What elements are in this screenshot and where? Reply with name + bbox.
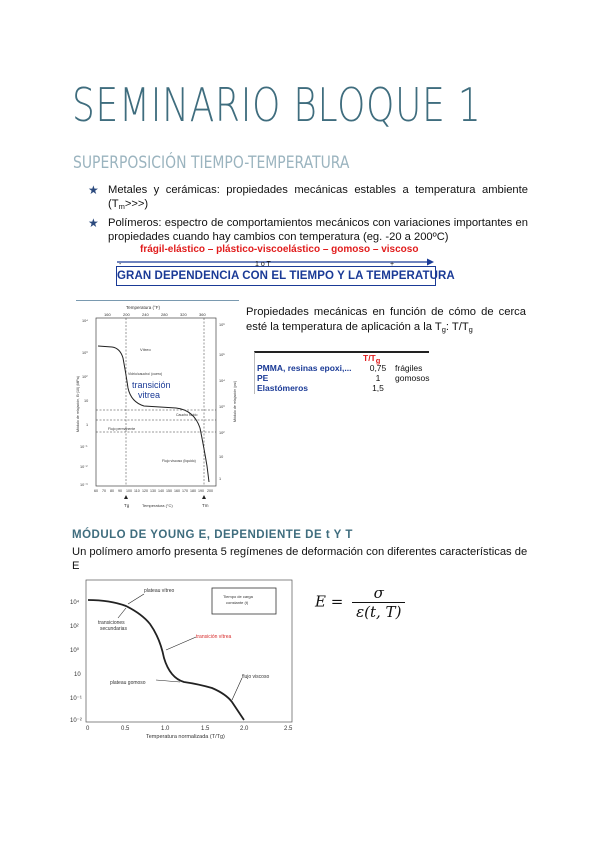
- label-transicion-line2: vitrea: [138, 390, 161, 400]
- left-tick: 10: [84, 399, 89, 403]
- label-gomoso: Flujo permanente: [108, 427, 136, 431]
- cell-material: PE: [257, 373, 269, 383]
- formula-fraction: [352, 584, 405, 621]
- young-modulus-chart: [66, 578, 302, 740]
- plot-frame: [96, 318, 216, 486]
- top-tick: 280: [161, 312, 168, 317]
- arrow-label-left: -: [119, 261, 122, 267]
- right-tick: 10⁵: [219, 353, 225, 357]
- tm-label: Tm: [202, 503, 209, 508]
- left-tick: 10⁻²: [80, 465, 88, 469]
- subscript: g: [468, 324, 473, 334]
- label-caucho: Caucho fluido: [176, 413, 198, 417]
- bottom-tick: 70: [102, 489, 106, 493]
- y-tick: 10²: [70, 624, 79, 630]
- label-transiciones-line2: secundarias: [100, 626, 127, 632]
- right-axis-title: Módulo de relajación (psi): [233, 380, 237, 422]
- label-flujo: Flujo viscoso (líquido): [162, 459, 196, 463]
- label-plateau-gomoso: plateau gomoso: [110, 680, 146, 686]
- x-axis-title: Temperatura normalizada (T/Tg): [146, 734, 225, 740]
- bullet-list: [88, 183, 528, 246]
- cell-behavior: gomosos: [395, 373, 430, 383]
- x-tick: 0: [86, 726, 90, 732]
- bottom-tick: 180: [190, 489, 196, 493]
- section-subtitle: SUPERPOSICIÓN TIEMPO-TEMPERATURA: [73, 153, 350, 173]
- pointer-line: [166, 637, 196, 650]
- right-tick: 10: [219, 455, 224, 459]
- y-tick: 10⁰: [70, 648, 80, 654]
- bullet-text-end: >>>): [124, 198, 149, 210]
- label-vitreo: Vítreo: [140, 347, 151, 352]
- formula-lhs: E: [315, 592, 326, 611]
- modulus-curve: [88, 600, 244, 720]
- section-text: Un polímero amorfo presenta 5 regímenes de deformación con diferentes características de E: [72, 546, 528, 572]
- arrow-label-mid: 1 o T: [255, 261, 271, 267]
- left-tick: 1: [86, 423, 89, 427]
- pointer-line: [118, 608, 126, 618]
- legend-text-1: Tiempo de carga: [223, 594, 253, 599]
- subscript: m: [118, 202, 125, 211]
- bullet-item: [88, 216, 528, 244]
- top-tick: 160: [104, 312, 111, 317]
- bottom-tick: 120: [142, 489, 148, 493]
- left-axis-title: Módulo de relajación, Er(10) (MPa): [76, 376, 80, 432]
- pointer-line: [232, 678, 242, 700]
- bottom-axis-title: Temperatura (°C): [142, 503, 173, 508]
- bottom-tick: 150: [166, 489, 172, 493]
- formula-denominator: ε(t, T): [356, 603, 402, 621]
- section-heading: MÓDULO DE YOUNG E, DEPENDIENTE DE t Y T: [72, 529, 353, 541]
- legend-text-2: constante (t): [226, 600, 249, 605]
- left-tick: 10²: [82, 375, 88, 379]
- bottom-tick: 80: [110, 489, 114, 493]
- behaviour-sequence: frágil-elástico – plástico-viscoelástico – gomoso – viscoso: [140, 244, 419, 255]
- right-tick: 10²: [219, 431, 225, 435]
- label-transicion-line1: transición: [132, 380, 171, 390]
- subscript: g: [375, 356, 381, 365]
- cell-material: Elastómeros: [257, 383, 309, 393]
- bottom-tick: 60: [94, 489, 98, 493]
- tg-label: Tg: [124, 503, 130, 508]
- pointer-line: [156, 680, 180, 682]
- y-tick: 10⁴: [70, 600, 80, 606]
- top-tick: 360: [199, 312, 206, 317]
- right-tick: 10³: [219, 405, 225, 409]
- cell-value: 1,5: [372, 383, 384, 393]
- left-tick: 10⁻³: [80, 483, 88, 487]
- cell-value: 1: [375, 373, 381, 383]
- tg-arrow-icon: [124, 495, 128, 499]
- pointer-line: [128, 594, 144, 604]
- subscript: g: [441, 324, 446, 334]
- star-icon: ★: [88, 183, 99, 197]
- arrow-label-right: +: [390, 261, 395, 267]
- tg-ratio-table: [254, 351, 429, 394]
- x-tick: 2.5: [284, 726, 293, 732]
- label-plateau-vitreo: plateau vítreo: [144, 588, 175, 594]
- star-icon: ★: [88, 216, 99, 230]
- y-tick: 10⁻¹: [70, 696, 82, 702]
- prop-text-mid: : T/T: [445, 320, 469, 333]
- x-tick: 0.5: [121, 726, 130, 732]
- cell-material: PMMA, resinas epoxi,...: [257, 363, 352, 373]
- top-axis-title: Temperatura (°F): [126, 305, 161, 310]
- label-transiciones-line1: transiciones: [98, 620, 125, 626]
- prop-text-main: Propiedades mecánicas en función de cómo de cerca esté la temperatura de aplicación a la T: [246, 306, 526, 333]
- arrow-head-icon: [427, 259, 434, 266]
- right-tick: 10⁴: [219, 379, 225, 383]
- tm-arrow-icon: [202, 495, 206, 499]
- label-transiciones: [98, 620, 127, 632]
- right-tick: 1: [219, 477, 222, 481]
- formula-equals: =: [330, 592, 344, 611]
- header-text: T/T: [363, 353, 376, 363]
- label-flujo-viscoso: flujo viscoso: [242, 674, 270, 680]
- label-transicion: [132, 380, 173, 400]
- y-tick: 10: [74, 672, 81, 678]
- bottom-tick: 90: [118, 489, 122, 493]
- bottom-tick: 170: [182, 489, 188, 493]
- bottom-tick: 200: [207, 489, 213, 493]
- formula-numerator: σ: [352, 584, 405, 603]
- bullet-item: [88, 183, 528, 214]
- x-tick: 1.5: [201, 726, 210, 732]
- bottom-tick: 130: [150, 489, 156, 493]
- divider: [76, 300, 239, 301]
- cell-value: 0,75: [369, 363, 387, 373]
- bottom-tick: 140: [158, 489, 164, 493]
- plot-frame: [86, 580, 292, 722]
- relaxation-modulus-chart: [76, 302, 242, 512]
- top-tick: 320: [180, 312, 187, 317]
- top-tick: 240: [142, 312, 149, 317]
- young-modulus-formula: [315, 584, 405, 621]
- left-tick: 10⁻¹: [80, 445, 88, 449]
- label-transition-small: Vidrio/caucho/ (cuero): [128, 372, 163, 376]
- bottom-tick: 100: [126, 489, 132, 493]
- properties-text: [246, 305, 526, 337]
- left-tick: 10³: [82, 351, 88, 355]
- bullet-text: Metales y cerámicas: propiedades mecánicas estables a temperatura ambiente (T: [108, 184, 528, 210]
- bottom-tick: 110: [134, 489, 140, 493]
- top-tick: 200: [123, 312, 130, 317]
- label-transicion-vitrea: transición vítrea: [196, 634, 232, 640]
- bottom-tick: 160: [174, 489, 180, 493]
- left-tick: 10⁴: [82, 319, 88, 323]
- right-tick: 10⁶: [219, 323, 225, 327]
- y-tick: 10⁻²: [70, 718, 82, 724]
- x-tick: 1.0: [161, 726, 170, 732]
- page-title: SEMINARIO BLOQUE 1: [72, 78, 482, 132]
- highlight-box: GRAN DEPENDENCIA CON EL TIEMPO Y LA TEMPERATURA: [116, 266, 436, 286]
- bullet-text: Polímeros: espectro de comportamientos mecánicos con variaciones importantes en propiedades cuando hay cambios con temperatura (eg. -20 a 200ºC): [108, 217, 528, 243]
- cell-behavior: frágiles: [395, 363, 423, 373]
- bottom-tick: 190: [198, 489, 204, 493]
- x-tick: 2.0: [240, 726, 249, 732]
